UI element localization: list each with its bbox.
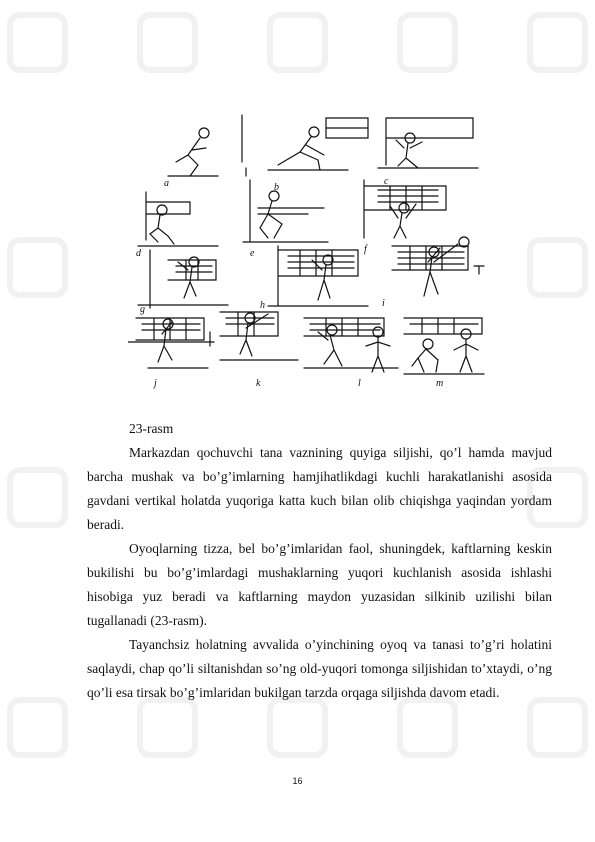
paragraph: Tayanchsiz holatning avvalida o’yinchining oyoq va tanasi to’g’ri holatini saqlaydi, chap qo’li siltanishdan so’ng old-yuqori tomonga siljishidan to’xtaydi, o’ng qo’li esa tirsak bo’g’imlaridan bukilgan tarzda orqaga siljishda davom etadi. (87, 637, 552, 700)
panel-label-k: k (256, 378, 261, 389)
panel-m-drawing (404, 318, 484, 374)
panel-g-drawing (138, 250, 228, 308)
panel-label-m: m (436, 378, 444, 389)
panel-f-drawing (364, 180, 446, 238)
panel-label-e: e (250, 248, 255, 259)
page-number: 16 (292, 776, 303, 786)
panel-b-drawing (242, 115, 368, 176)
panel-a-drawing (168, 128, 218, 176)
panel-label-b: b (274, 182, 279, 193)
panel-label-h: h (260, 300, 265, 311)
panel-label-c: c (384, 176, 389, 187)
panel-e-drawing (243, 180, 328, 242)
panel-d-drawing (138, 192, 218, 246)
panel-label-a: a (164, 178, 169, 189)
panel-label-f: f (364, 244, 367, 255)
paragraph: Markazdan qochuvchi tana vaznining quyiga siljishi, qo’l hamda mavjud barcha mushak va bo’g’imlarning hamjihatlikdagi kuchli harakatlanishi asosida gavdani vertikal holatda yuqoriga katta kuch bilan olib chiqishga yaqindan yordam beradi. (87, 445, 552, 532)
panel-h-drawing (268, 246, 368, 306)
panel-label-g: g (140, 304, 145, 315)
panel-label-j: j (154, 378, 157, 389)
panel-j-drawing (128, 318, 214, 368)
paragraph: Oyoqlarning tizza, bel bo’g’imlaridan faol, shuningdek, kaftlarning keskin bukilishi bu bo’g’imlardagi mushaklarning yuqori kuchlanish asosida ishlashi hisobiga yuz beradi va kaftlarning maydon yuzasidan silkinib uzilishi bilan tugallanadi (23-rasm). (87, 541, 552, 628)
panel-label-d: d (136, 248, 141, 259)
figure-caption: 23-rasm (129, 421, 174, 436)
panel-l-drawing (304, 318, 398, 372)
panel-i-drawing (392, 237, 484, 296)
panel-k-drawing (220, 312, 298, 360)
panel-c-drawing (378, 118, 478, 168)
panel-label-i: i (382, 298, 385, 309)
volleyball-jump-figure (128, 110, 488, 400)
panel-label-l: l (358, 378, 361, 389)
body-text (87, 441, 552, 705)
